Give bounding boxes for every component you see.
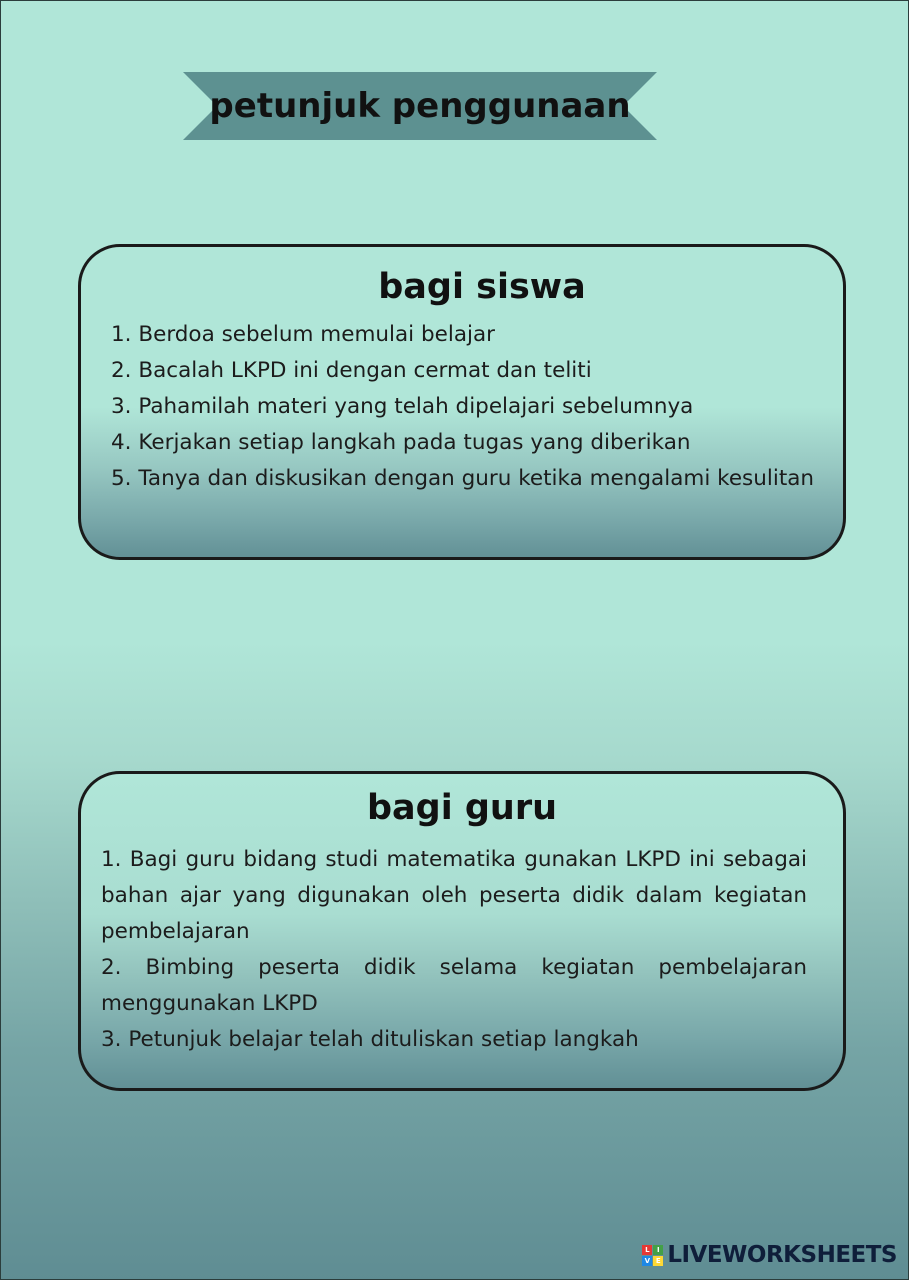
- title-banner: [183, 72, 657, 140]
- student-instructions-card: [78, 244, 846, 560]
- page-title: petunjuk penggunaan: [209, 86, 631, 126]
- list-item: 2. Bimbing peserta didik selama kegiatan pembelajaran menggunakan LKPD: [101, 955, 807, 1016]
- teacher-section-title: bagi guru: [366, 788, 558, 828]
- logo-letter: L: [642, 1245, 652, 1255]
- logo-letter: I: [653, 1245, 663, 1255]
- liveworksheets-logo-icon: [642, 1245, 663, 1266]
- list-item: 1. Bagi guru bidang studi matematika gunakan LKPD ini sebagai bahan ajar yang digunakan oleh peserta didik dalam kegiatan pembelajaran: [101, 847, 807, 944]
- list-item: 1. Berdoa sebelum memulai belajar: [111, 322, 495, 347]
- list-item: 2. Bacalah LKPD ini dengan cermat dan teliti: [111, 358, 592, 383]
- logo-letter: V: [642, 1256, 652, 1266]
- liveworksheets-watermark: [642, 1242, 897, 1268]
- student-section-title: bagi siswa: [378, 267, 586, 307]
- student-instructions-list: [111, 317, 817, 497]
- teacher-instructions-card: [78, 771, 846, 1091]
- teacher-instructions-list: [101, 842, 807, 1058]
- list-item: 5. Tanya dan diskusikan dengan guru ketika mengalami kesulitan: [111, 466, 815, 491]
- watermark-text: LIVEWORKSHEETS: [667, 1242, 897, 1268]
- list-item: 3. Pahamilah materi yang telah dipelajari sebelumnya: [111, 394, 694, 419]
- list-item: 3. Petunjuk belajar telah dituliskan setiap langkah: [101, 1027, 639, 1052]
- logo-letter: E: [653, 1256, 663, 1266]
- list-item: 4. Kerjakan setiap langkah pada tugas yang diberikan: [111, 430, 691, 455]
